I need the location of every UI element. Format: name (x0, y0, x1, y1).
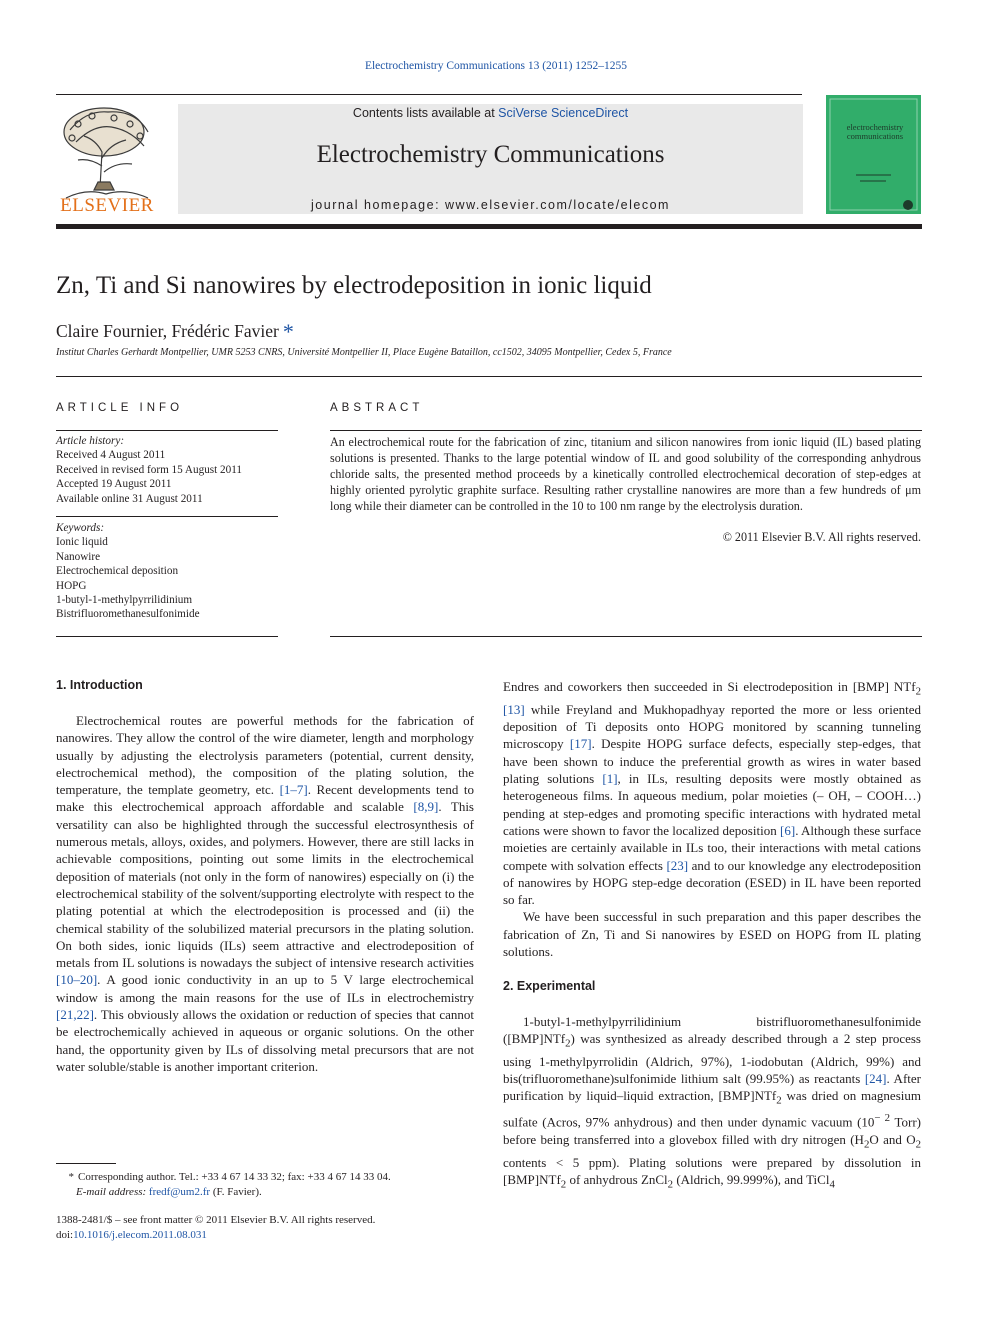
history-received: Received 4 August 2011 (56, 449, 166, 462)
introduction-body (56, 712, 474, 1075)
journal-name: Electrochemistry Communications (316, 141, 665, 168)
history-online: Available online 31 August 2011 (56, 492, 203, 505)
abstract-rule-bottom (330, 636, 922, 637)
keywords (56, 521, 278, 622)
doi-line: doi:10.1016/j.elecom.2011.08.031 (56, 1229, 207, 1241)
history-revised: Received in revised form 15 August 2011 (56, 463, 243, 476)
elsevier-wordmark[interactable]: ELSEVIER (60, 195, 154, 216)
abstract-heading: ABSTRACT (330, 402, 424, 414)
experimental-heading: 2. Experimental (503, 979, 596, 994)
abstract-text: An electrochemical route for the fabrication of zinc, titanium and silicon nanowires from ionic liquid (IL) based plating solutions is presented. Thanks to the large potential window of IL and good solubility of the corresponding anhydrous chloride salts, the presented method proceeds by a kinetically controlled electrochemical decoration of step-edges at highly oriented pyrolytic graphite surface. Resulting rather crystalline nanowires are more than a few hundreds of μm long while their diameter can be controlled in the 10 to 100 nm range by the electrolysis duration. (330, 435, 921, 513)
running-head[interactable]: Electrochemistry Communications 13 (2011) 1252–1255 (364, 60, 628, 72)
info-rule-mid (56, 516, 278, 517)
info-rule-bottom (56, 636, 278, 637)
footnote-rule (56, 1163, 116, 1164)
intro-paragraph-continued: Endres and coworkers then succeeded in Si electrodeposition in [BMP] NTf$_2$ [13] while Freyland and Mukhopadhyay reported the more or less oriented deposition of Ti deposits onto HOPG monitored by scanning tunneling microscopy [17]. Despite HOPG surface defects, especially step-edges, that have been shown to induce the preferential growth as wires in water based plating solutions [1], in ILs, resulting deposits were mostly obtained as heterogeneous films. In aqueous medium, polar moieties (– OH, – COOH…) pending at step-edges and promoting specific interactions with hydrated metal cations were shown to favor the localized deposition [6]. Although these surface moieties are certainly available in ILs too, their interactions with metal cations compete with solvation effects [23] and to our knowledge any electrodeposition of nanowires by HOPG step-edge decoration (ESED) in IL have been reported so far. (503, 679, 921, 908)
journal-homepage[interactable]: journal homepage: www.elsevier.com/locate/elecom (311, 198, 670, 212)
abstract-rule-top (330, 430, 922, 431)
article-title: Zn, Ti and Si nanowires by electrodeposition in ionic liquid (56, 272, 652, 299)
masthead-top-rule (56, 94, 802, 95)
keyword-item: HOPG (56, 579, 87, 592)
history-accepted: Accepted 19 August 2011 (56, 478, 172, 491)
cover-title: electrochemistry communications (846, 122, 904, 141)
citation-link[interactable]: [8,9] (413, 799, 439, 815)
corresponding-author-note: * Corresponding author. Tel.: +33 4 67 14 33 32; fax: +33 4 67 14 33 04. (56, 1170, 474, 1185)
intro-paragraph: Electrochemical routes are powerful methods for the fabrication of nanowires. They allow the control of the wire diameter, length and morphology usually by adjusting the electrolysis parameters (potential, current density, electrochemical method), the composition of the plating solution, the temperature, the template geometry, etc. [1–7]. Recent developments tend to make this electrochemical approach affordable and scalable [8,9]. This versatility can also be highlighted through the successful electrosynthesis of numerous metals, alloys, oxides, and polymers. However, there are still lacks in achievable compositions, pointing out some limits in the electrochemical deposition of materials (not only in the form of nanowires) especially on (i) the electrochemical stability of the solvent/supporting electrolyte with respect to the plating potential at which the electrodeposition is processed and (ii) the chemical stability of the solubilized material precursors in the plating solution. On both sides, ionic liquids (ILs) seem attractive and electrodeposition of metals from IL solutions is nowadays the subject of intensive research activities [10–20]. A good ionic conductivity in an up to 5 V large electrochemical window is among the main reasons for the use of ILs in electrochemistry [21,22]. This obviously allows the oxidation or reduction of species that cannot be electrochemically achieved in aqueous or organic solutions. On the other hand, the opportunity given by ILs of dissolving metal precursors that are not water soluble/stable is another important criterion. (56, 713, 474, 1074)
email-note: E-mail address: fredf@um2.fr (F. Favier). (76, 1186, 262, 1198)
citation-link[interactable]: [21,22] (56, 1007, 94, 1023)
contents-prefix: Contents lists available at (352, 106, 499, 120)
introduction-heading: 1. Introduction (56, 678, 143, 692)
authors (56, 317, 294, 343)
corresponding-author-mark[interactable]: * (282, 319, 294, 344)
keyword-item: Nanowire (56, 550, 101, 563)
abstract-copyright: © 2011 Elsevier B.V. All rights reserved. (722, 530, 921, 544)
citation-link[interactable]: [10–20] (56, 972, 98, 988)
contents-line (178, 106, 803, 120)
keyword-item: 1-butyl-1-methylpyrrilidinium (56, 594, 193, 607)
issn-line: 1388-2481/$ – see front matter © 2011 Elsevier B.V. All rights reserved. (56, 1214, 376, 1226)
right-column (503, 678, 921, 1194)
citation-link[interactable]: [1–7] (279, 782, 308, 798)
citation-link[interactable]: [17] (569, 736, 592, 752)
keyword-item: Ionic liquid (56, 536, 108, 549)
masthead-bottom-rule (56, 224, 922, 229)
citation-link[interactable]: [24] (864, 1071, 887, 1087)
tree-icon (64, 108, 148, 198)
info-rule-top (56, 430, 278, 431)
article-info-heading: ARTICLE INFO (56, 402, 184, 414)
affiliation-rule (56, 376, 922, 377)
sciencedirect-link[interactable]: SciVerse ScienceDirect (498, 106, 629, 120)
intro-paragraph-2: We have been successful in such preparation and this paper describes the fabrication of Zn, Ti and Si nanowires by ESED on HOPG from IL plating solutions. (503, 909, 921, 960)
cover-art (826, 95, 921, 214)
article-history (56, 434, 278, 506)
citation-link[interactable]: [13] (503, 701, 525, 717)
journal-cover-thumbnail[interactable] (826, 95, 921, 214)
footnotes (56, 1170, 474, 1200)
citation-link[interactable]: [6] (780, 822, 796, 838)
email-link[interactable]: fredf@um2.fr (148, 1186, 211, 1198)
citation-link[interactable]: [23] (666, 857, 689, 873)
keyword-item: Bistrifluoromethanesulfonimide (56, 608, 200, 621)
keyword-item: Electrochemical deposition (56, 565, 179, 578)
front-matter (56, 1213, 474, 1243)
author-names: Claire Fournier, Frédéric Favier (56, 321, 279, 341)
keywords-label: Keywords: (56, 522, 105, 534)
doi-link[interactable]: 10.1016/j.elecom.2011.08.031 (73, 1229, 207, 1241)
affiliation: Institut Charles Gerhardt Montpellier, UMR 5253 CNRS, Université Montpellier II, Place Eugène Bataillon, cc1502, 34095 Montpellier, Cedex 5, France (56, 347, 672, 358)
experimental-paragraph: 1-butyl-1-methylpyrrilidinium bistrifluoromethanesulfonimide ([BMP]NTf$_2$) was synthesized as already described through a 2 step process using 1-methylpyrrolidin (Aldrich, 97%), 1-iodobutan (Aldrich, 99%) and bis(trifluoromethane)sulfonimide lithium salt (99.95%) as reactants [24]. After purification by liquid–liquid extraction, [BMP]NTf$_2$ was dried on magnesium sulfate (Acros, 97% anhydrous) and then under dynamic vacuum ($10^{- 2}$ Torr) before being transferred into a glovebox filled with dry nitrogen ($H_2O$ and $O_2$ contents < 5 ppm). Plating solutions were prepared by dissolution in [BMP]NTf$_2$ of anhydrous ZnCl$_2$ (Aldrich, 99.999%), and TiCl$_4$ (503, 1013, 921, 1191)
history-label: Article history: (56, 435, 125, 447)
citation-link[interactable]: [1] (602, 771, 618, 787)
footnote-star: * (68, 1171, 74, 1183)
